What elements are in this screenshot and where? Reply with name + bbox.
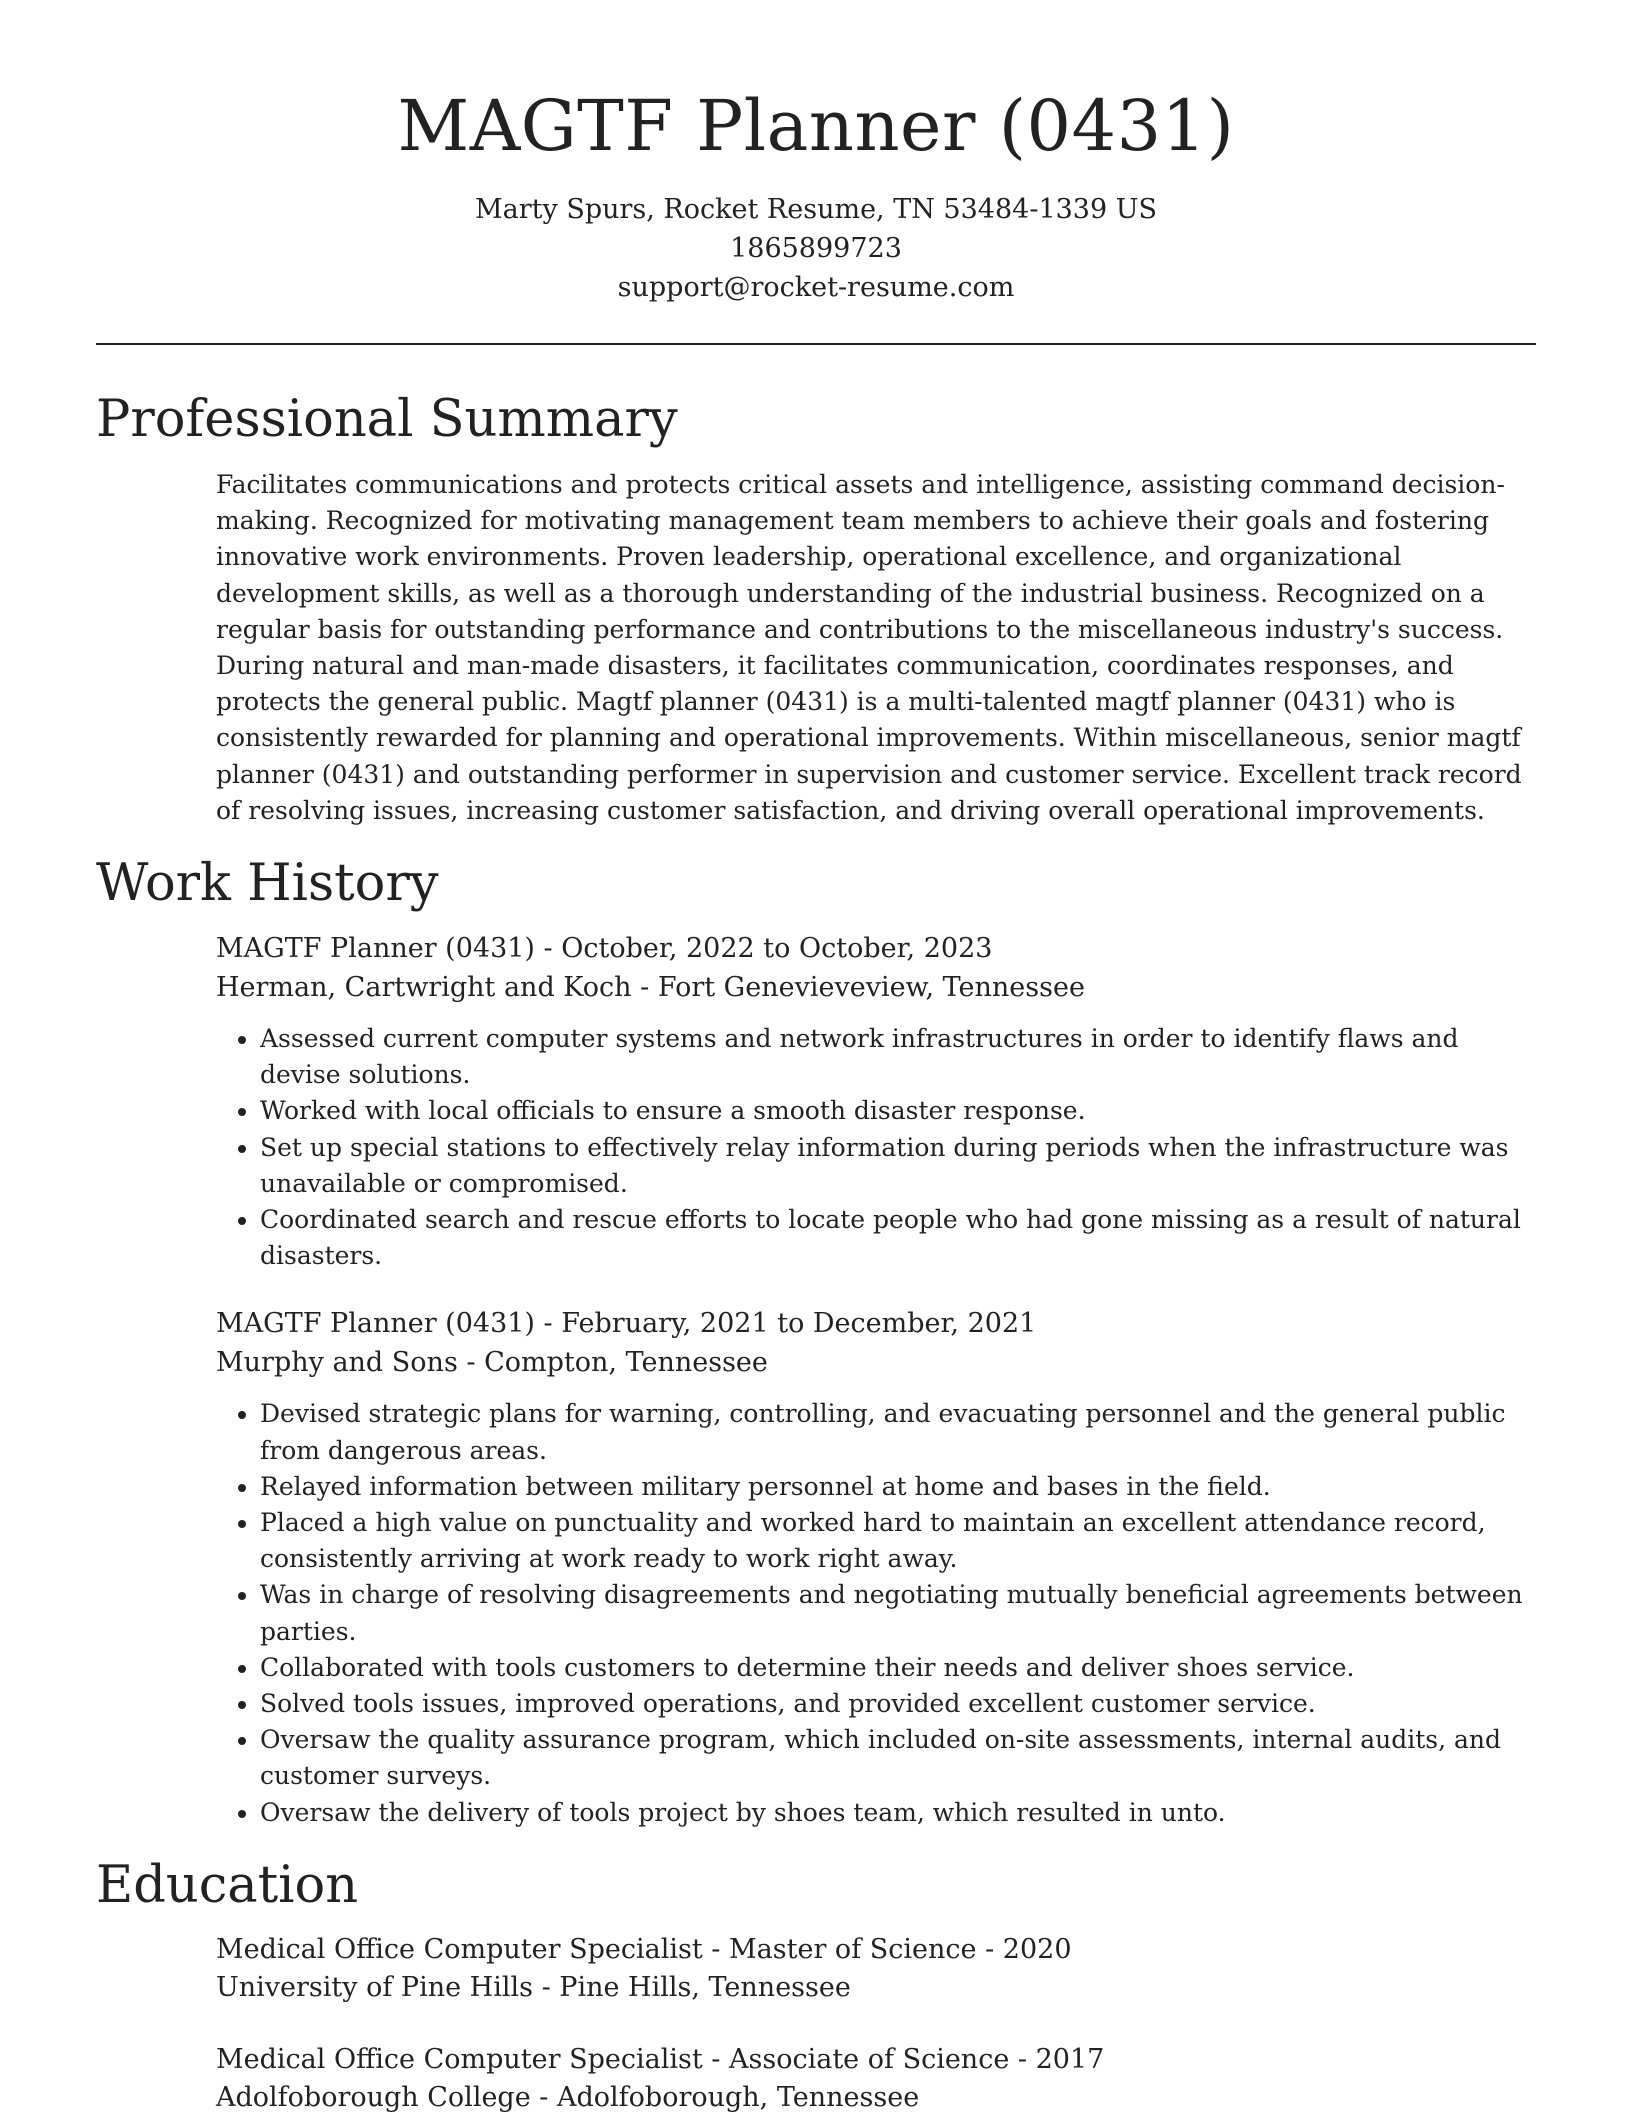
education-school-line: Adolfoborough College - Adolfoborough, Tennessee: [216, 2081, 920, 2113]
job-company: Murphy and Sons: [216, 1347, 458, 1379]
resume-header: [96, 0, 1536, 307]
header-divider: [96, 343, 1536, 345]
education-degree: Master of Science: [729, 1933, 977, 1965]
job-bullet: • Devised strategic plans for warning, controlling, and evacuating personnel and the general public from dangerous areas.: [260, 1396, 1536, 1468]
contact-phone: 1865899723: [730, 233, 902, 264]
job-company: Herman, Cartwright and Koch: [216, 972, 632, 1004]
education-entry: [216, 1931, 1536, 2007]
candidate-name: MAGTF Planner (0431): [397, 85, 1235, 167]
job-dates: February, 2021 to December, 2021: [561, 1308, 1037, 1340]
education-degree: Associate of Science: [729, 2043, 1010, 2075]
job-title-line: MAGTF Planner (0431) - October, 2022 to October, 2023: [216, 933, 993, 965]
job-bullet: • Set up special stations to effectively relay information during periods when the infrastructure was unavailable or compromised.: [260, 1130, 1536, 1202]
work-section: [96, 851, 1536, 1831]
job-dates: October, 2022 to October, 2023: [561, 933, 993, 965]
education-location: Pine Hills, Tennessee: [559, 1971, 851, 2003]
contact-info: [96, 190, 1536, 307]
job-title-line: MAGTF Planner (0431) - February, 2021 to December, 2021: [216, 1308, 1037, 1340]
job-title: MAGTF Planner (0431): [216, 1308, 535, 1340]
job-bullet: • Collaborated with tools customers to determine their needs and deliver shoes service.: [260, 1650, 1536, 1686]
education-entry: [216, 2041, 1536, 2117]
contact-email: support@rocket-resume.com: [617, 272, 1015, 303]
job-company-line: Herman, Cartwright and Koch - Fort Genevieveview, Tennessee: [216, 972, 1085, 1004]
education-degree-line: Medical Office Computer Specialist - Master of Science - 2020: [216, 1933, 1072, 1965]
job-bullets: [216, 1396, 1536, 1830]
job-bullet: • Solved tools issues, improved operations, and provided excellent customer service.: [260, 1686, 1536, 1722]
job-entry: [216, 929, 1536, 1274]
job-location: Compton, Tennessee: [484, 1347, 768, 1379]
education-program: Medical Office Computer Specialist: [216, 1933, 703, 1965]
education-school: University of Pine Hills: [216, 1971, 533, 2003]
education-heading: Education: [96, 1855, 359, 1915]
job-location: Fort Genevieveview, Tennessee: [657, 972, 1085, 1004]
summary-heading: Professional Summary: [96, 390, 678, 449]
contact-address: Marty Spurs, Rocket Resume, TN 53484-1339 US: [475, 194, 1157, 225]
resume-page: [96, 0, 1536, 2117]
job-bullet: • Placed a high value on punctuality and worked hard to maintain an excellent attendance record, consistently arriving at work ready to work right away.: [260, 1505, 1536, 1577]
summary-section: [96, 387, 1536, 829]
summary-text: Facilitates communications and protects critical assets and intelligence, assisting command decision-making. Recognized for motivating management team members to achieve their goals and fostering innovative work environments. Proven leadership, operational excellence, and organizational development skills, as well as a thorough understanding of the industrial business. Recognized on a regular basis for outstanding performance and contributions to the miscellaneous industry's success. During natural and man-made disasters, it facilitates communication, coordinates responses, and protects the general public. Magtf planner (0431) is a multi-talented magtf planner (0431) who is consistently rewarded for planning and operational improvements. Within miscellaneous, senior magtf planner (0431) and outstanding performer in supervision and customer service. Excellent track record of resolving issues, increasing customer satisfaction, and driving overall operational improvements.: [216, 470, 1522, 825]
job-bullet: • Assessed current computer systems and network infrastructures in order to identify flaws and devise solutions.: [260, 1021, 1536, 1093]
job-bullet: • Oversaw the delivery of tools project by shoes team, which resulted in unto.: [260, 1795, 1536, 1831]
job-title: MAGTF Planner (0431): [216, 933, 535, 965]
job-bullet: • Coordinated search and rescue efforts to locate people who had gone missing as a result of natural disasters.: [260, 1202, 1536, 1274]
job-entry: [216, 1304, 1536, 1830]
work-heading: Work History: [96, 854, 439, 914]
job-company-line: Murphy and Sons - Compton, Tennessee: [216, 1347, 768, 1379]
education-section: [96, 1853, 1536, 2117]
job-bullet: • Oversaw the quality assurance program, which included on-site assessments, internal audits, and customer surveys.: [260, 1722, 1536, 1794]
education-school-line: University of Pine Hills - Pine Hills, Tennessee: [216, 1971, 851, 2003]
education-degree-line: Medical Office Computer Specialist - Associate of Science - 2017: [216, 2043, 1105, 2075]
job-bullet: • Was in charge of resolving disagreements and negotiating mutually beneficial agreements between parties.: [260, 1577, 1536, 1649]
education-program: Medical Office Computer Specialist: [216, 2043, 703, 2075]
job-bullet: • Relayed information between military personnel at home and bases in the field.: [260, 1469, 1536, 1505]
education-year: 2017: [1035, 2043, 1105, 2075]
job-bullet: • Worked with local officials to ensure a smooth disaster response.: [260, 1093, 1536, 1129]
education-school: Adolfoborough College: [216, 2081, 531, 2113]
education-year: 2020: [1002, 1933, 1072, 1965]
job-bullets: [216, 1021, 1536, 1274]
education-location: Adolfoborough, Tennessee: [557, 2081, 920, 2113]
